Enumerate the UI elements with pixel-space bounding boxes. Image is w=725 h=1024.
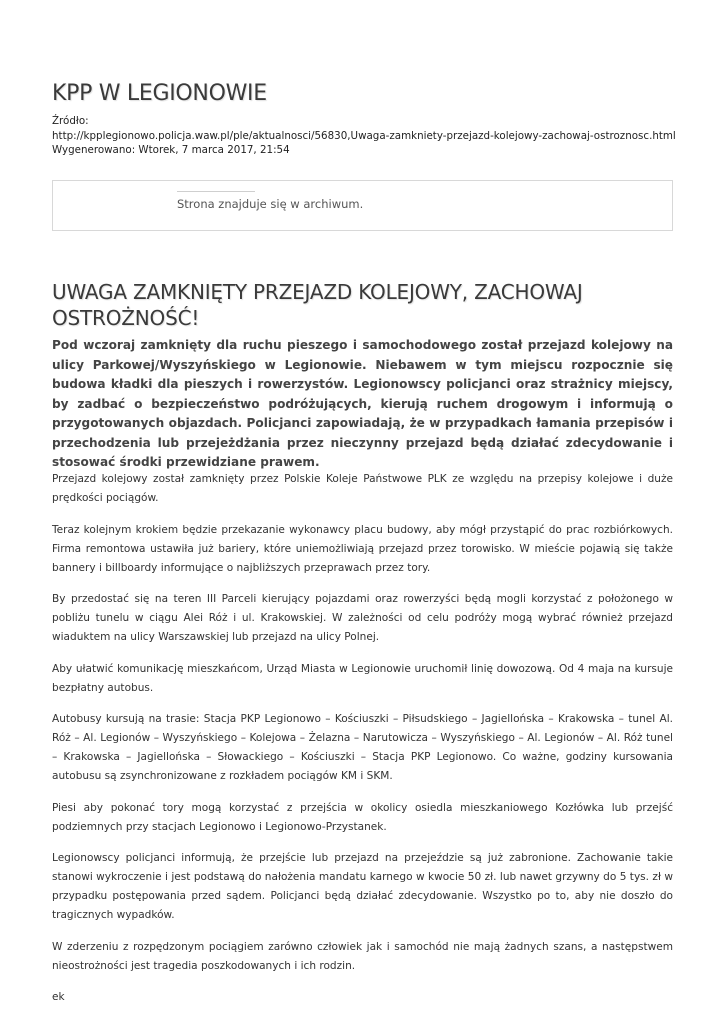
author-signature: ek xyxy=(52,991,65,1003)
article-paragraph: W zderzeniu z rozpędzonym pociągiem zarówno człowiek jak i samochód nie mają żadnych szans, a następstwem nieostrożności jest tragedia poszkodowanych i ich rodzin. xyxy=(52,940,673,972)
article-paragraph: Piesi aby pokonać tory mogą korzystać z przejścia w okolicy osiedla mieszkaniowego Kozłówka lub przejść podziemnych przy stacjach Legionowo i Legionowo-Przystanek. xyxy=(52,801,673,833)
article-paragraph: Aby ułatwić komunikację mieszkańcom, Urząd Miasta w Legionowie uruchomił linię dowozową. Od 4 maja na kursuje bezpłatny autobus. xyxy=(52,662,673,694)
archive-notice-box xyxy=(52,180,673,231)
article-title: UWAGA ZAMKNIĘTY PRZEJAZD KOLEJOWY, ZACHOWAJ OSTROŻNOŚĆ! xyxy=(52,279,583,330)
article-paragraph: By przedostać się na teren III Parceli kierujący pojazdami oraz rowerzyści będą mogli korzystać z położonego w pobliżu tunelu w ciągu Alei Róż i ul. Krakowskiej. W zależności od celu podróży mogą wybrać również przejazd wiaduktem na ulicy Warszawskiej lub przejazd na ulicy Polnej. xyxy=(52,593,673,643)
article-lead: Pod wczoraj zamknięty dla ruchu pieszego i samochodowego został przejazd kolejowy na ulicy Parkowej/Wyszyńskiego w Legionowie. Niebawem w tym miejscu rozpocznie się budowa kładki dla pieszych i rowerzystów. Legionowscy policjanci oraz strażnicy miejscy, by zadbać o bezpieczeństwo podróżujących, kierują ruchem drogowym i informują o przygotowanych objazdach. Policjanci zapowiadają, że w przypadkach łamania przepisów i przechodzenia lub przejeżdżania przez nieczynny przejazd będą działać zdecydowanie i stosować środki przewidziane prawem. xyxy=(52,338,673,469)
article-body xyxy=(52,470,673,1020)
site-title: KPP W LEGIONOWIE xyxy=(52,80,267,106)
article-paragraph: Legionowscy policjanci informują, że przejście lub przejazd na przejeździe są już zabronione. Zachowanie takie stanowi wykroczenie i jest podstawą do nałożenia mandatu karnego w kwocie 50 zł. lub nawet grzywny do 5 tys. zł w przypadku postępowania przed sądem. Policjanci będą działać zdecydowanie. Wszystko po to, aby nie doszło do tragicznych wypadków. xyxy=(52,852,673,921)
source-meta xyxy=(52,114,674,158)
generated-timestamp: Wygenerowano: Wtorek, 7 marca 2017, 21:54 xyxy=(52,144,290,156)
source-label: Źródło: xyxy=(52,115,89,127)
article-paragraph: Teraz kolejnym krokiem będzie przekazanie wykonawcy placu budowy, aby mógł przystąpić do prac rozbiórkowych. Firma remontowa ustawiła już bariery, które uniemożliwiają przejazd przez torowisko. W mieście pojawią się także bannery i billboardy informujące o najbliższych przeprawach przez tory. xyxy=(52,523,673,574)
archive-divider xyxy=(177,191,255,192)
article-paragraph: Autobusy kursują na trasie: Stacja PKP Legionowo – Kościuszki – Piłsudskiego – Jagiellońska – Krakowska – tunel Al. Róż – Al. Legionów – Wyszyńskiego – Kolejowa – Żelazna – Narutowicza – Wyszyńskiego – Al. Legionów – Al. Róż tunel – Krakowska – Jagiellońska – Słowackiego – Kościuszki – Stacja PKP Legionowo. Co ważne, godziny kursowania autobusu są zsynchronizowane z rozkładem pociągów KM i SKM. xyxy=(52,713,673,782)
source-url: http://kpplegionowo.policja.waw.pl/ple/aktualnosci/56830,Uwaga-zamkniety-przejazd-kolejowy-zachowaj-ostroznosc.html xyxy=(52,129,676,142)
archive-notice-text: Strona znajduje się w archiwum. xyxy=(177,197,364,211)
article-paragraph: Przejazd kolejowy został zamknięty przez Polskie Koleje Państwowe PLK ze względu na przepisy kolejowe i duże prędkości pociągów. xyxy=(52,473,673,504)
